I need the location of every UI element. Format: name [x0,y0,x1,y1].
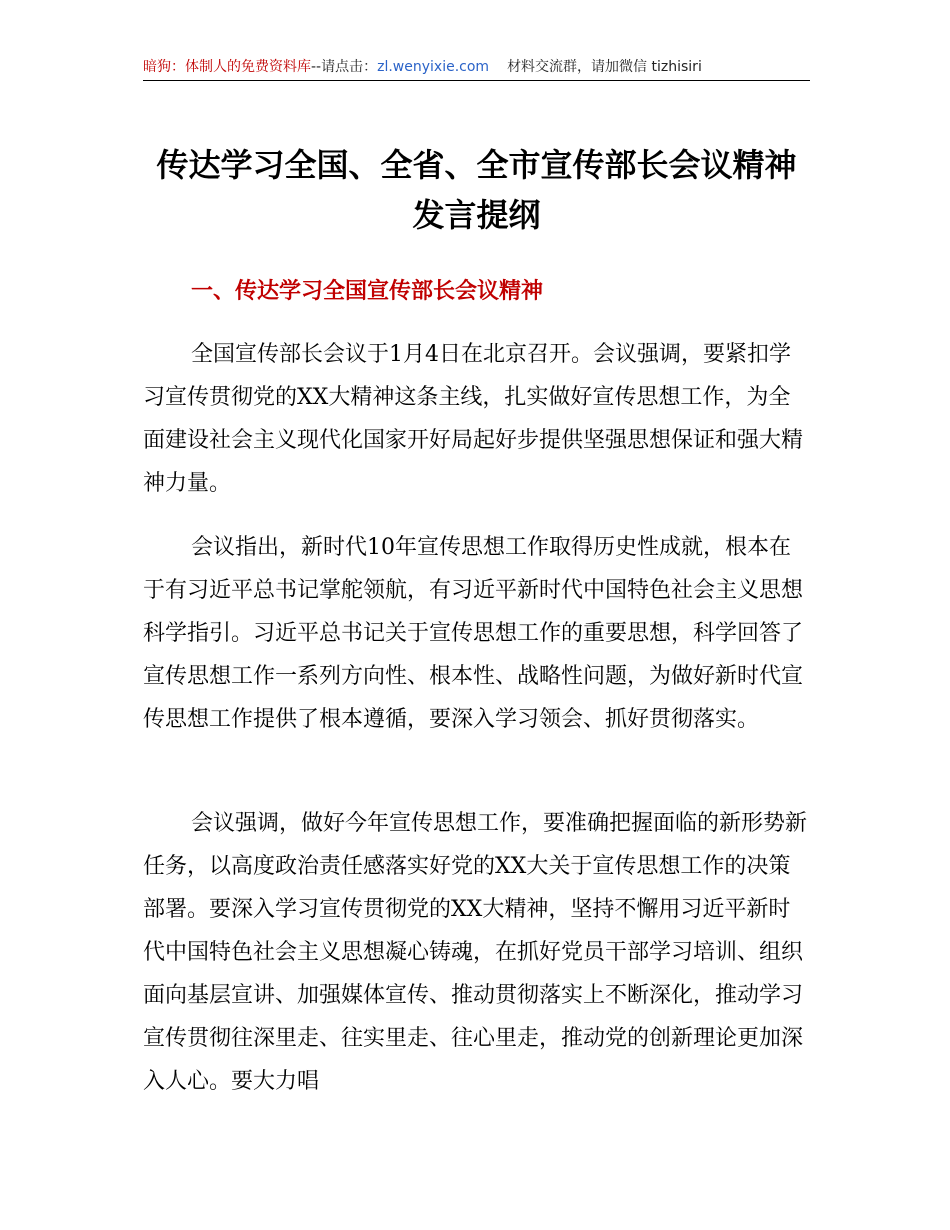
header-divider [143,80,810,81]
body-paragraph: 会议指出，新时代10年宣传思想工作取得历史性成就，根本在于有习近平总书记掌舵领航，有习近平新时代中国特色社会主义思想科学指引。习近平总书记关于宣传思想工作的重要思想，科学回答了宣传思想工作一系列方向性、根本性、战略性问题，为做好新时代宣传思想工作提供了根本遵循，要深入学习领会、抓好贯彻落实。 [143,535,804,732]
body-paragraph: 全国宣传部长会议于1月4日在北京召开。会议强调，要紧扣学习宣传贯彻党的XX大精神这条主线，扎实做好宣传思想工作，为全面建设社会主义现代化国家开好局起好步提供坚强思想保证和强大精神力量。 [143,342,804,496]
header-contact: 材料交流群，请加微信 tizhisiri [507,59,702,75]
document-title: 传达学习全国、全省、全市宣传部长会议精神发言提纲 [156,146,797,234]
section-heading: 一、传达学习全国宣传部长会议精神 [191,279,544,304]
header-source-label: 暗狗：体制人的免费资料库 [143,59,311,75]
header-link[interactable]: zl.wenyixie.com [377,59,490,75]
body-paragraph: 会议强调，做好今年宣传思想工作，要准确把握面临的新形势新任务，以高度政治责任感落实好党的XX大关于宣传思想工作的决策部署。要深入学习宣传贯彻党的XX大精神，坚持不懈用习近平新时代中国特色社会主义思想凝心铸魂，在抓好党员干部学习培训、组织面向基层宣讲、加强媒体宣传、推动贯彻落实上不断深化，推动学习宣传贯彻往深里走、往实里走、往心里走，推动党的创新理论更加深入人心。要大力唱 [143,811,808,1094]
header-click-label: --请点击： [311,59,378,75]
page-header [143,56,810,78]
